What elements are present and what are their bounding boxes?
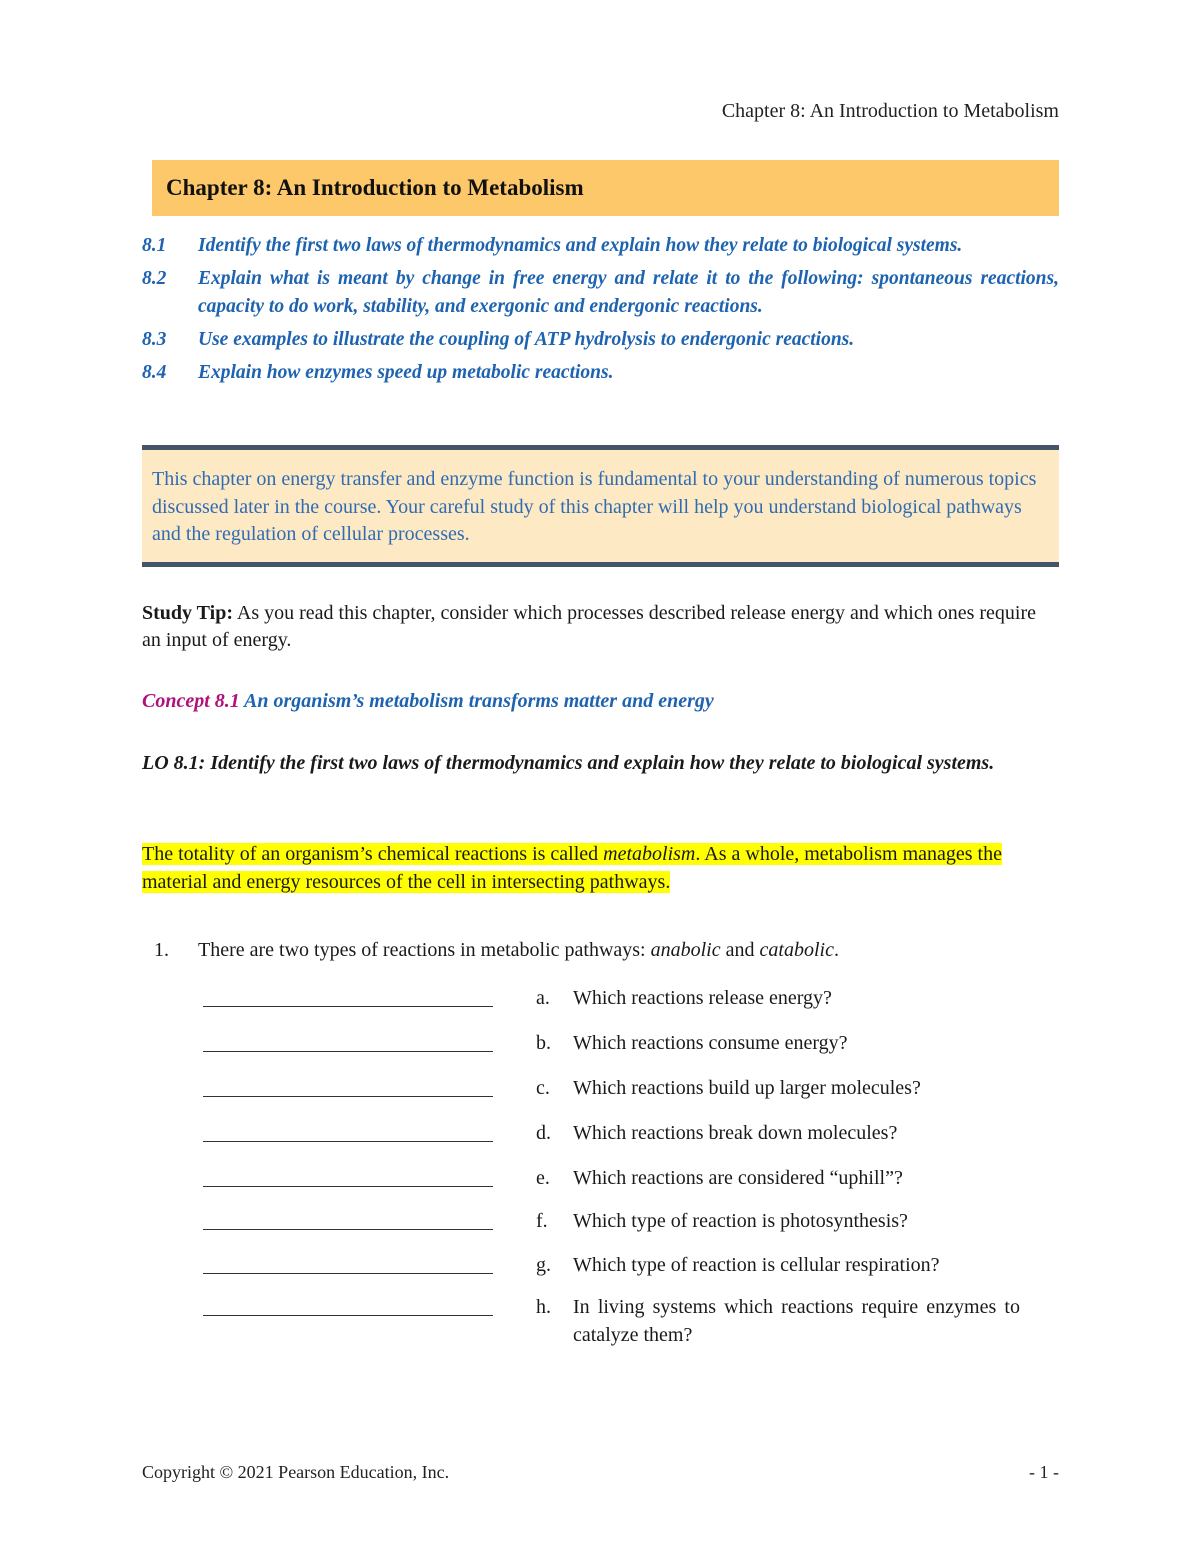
- answer-blank-line[interactable]: [203, 1051, 493, 1052]
- answer-blank-line[interactable]: [203, 1186, 493, 1187]
- footer-page-number: - 1 -: [1029, 1462, 1059, 1482]
- callout-text: This chapter on energy transfer and enzyme function is fundamental to your understanding of numerous topics discussed later in the course. Your careful study of this chapter will help you understand biological pathways and the regulation of cellular processes.: [152, 468, 1037, 545]
- intro-before: The totality of an organism’s chemical reactions is called: [142, 843, 604, 865]
- answer-letter: h.: [536, 1296, 551, 1318]
- running-header: Chapter 8: An Introduction to Metabolism: [721, 100, 1059, 122]
- concept-title: An organism’s metabolism transforms matter and energy: [239, 690, 714, 712]
- objective-text: Use examples to illustrate the coupling of ATP hydrolysis to endergonic reactions.: [198, 329, 855, 350]
- learning-objective: [142, 359, 1059, 387]
- answer-row: [203, 1119, 1023, 1149]
- answer-blank-line[interactable]: [203, 1273, 493, 1274]
- answer-row: [203, 1251, 1023, 1281]
- chapter-banner: [152, 160, 1059, 216]
- study-tip-label: Study Tip:: [142, 602, 233, 624]
- answer-question: Which reactions break down molecules?: [573, 1122, 898, 1144]
- question-term-catabolic: catabolic: [759, 939, 834, 961]
- answer-question: Which reactions are considered “uphill”?: [573, 1167, 903, 1189]
- answer-row: [203, 1207, 1023, 1237]
- intro-paragraph: [142, 840, 1042, 896]
- answer-letter: c.: [536, 1077, 550, 1099]
- answer-question: In living systems which reactions require enzymes to catalyze them?: [573, 1296, 1020, 1346]
- answer-row: [203, 1029, 1023, 1059]
- objective-text: Explain how enzymes speed up metabolic reactions.: [198, 362, 614, 383]
- learning-objective: [142, 326, 1059, 354]
- answer-question: Which type of reaction is cellular respiration?: [573, 1254, 940, 1276]
- answer-blank-line[interactable]: [203, 1229, 493, 1230]
- learning-objective: [142, 265, 1059, 321]
- objective-number: 8.3: [142, 329, 167, 350]
- question-1: [142, 936, 1042, 964]
- answer-row: [203, 1164, 1023, 1194]
- objective-number: 8.1: [142, 235, 167, 256]
- chapter-title: Chapter 8: An Introduction to Metabolism: [166, 175, 584, 200]
- objective-text: Identify the first two laws of thermodynamics and explain how they relate to biological systems.: [198, 235, 963, 256]
- question-term-anabolic: anabolic: [650, 939, 721, 961]
- answer-row: [203, 984, 1023, 1014]
- study-tip-text: As you read this chapter, consider which processes described release energy and which ones require an input of energy.: [142, 602, 1036, 651]
- answer-letter: e.: [536, 1167, 550, 1189]
- question-text-middle: and: [720, 939, 760, 961]
- chapter-callout-box: [142, 445, 1059, 567]
- learning-objective: [142, 232, 1059, 260]
- footer-copyright: Copyright © 2021 Pearson Education, Inc.: [142, 1462, 450, 1482]
- question-text: [198, 936, 839, 964]
- answer-letter: a.: [536, 987, 550, 1009]
- question-text-end: .: [833, 939, 839, 961]
- concept-heading: [142, 690, 714, 713]
- study-tip: [142, 600, 1042, 654]
- objective-number: 8.2: [142, 268, 167, 289]
- answer-question: Which reactions build up larger molecules?: [573, 1077, 921, 1099]
- objective-number: 8.4: [142, 362, 167, 383]
- answer-question: Which reactions consume energy?: [573, 1032, 848, 1054]
- objective-text: Explain what is meant by change in free energy and relate it to the following: spontaneous reactions, capacity to do work, stability, and exergonic and endergonic reactions.: [198, 268, 1059, 317]
- answer-letter: g.: [536, 1254, 551, 1276]
- intro-after: . As a whole, metabolism manages the material and energy resources of the cell in intersecting pathways.: [142, 843, 1002, 893]
- lo-heading: LO 8.1: Identify the first two laws of thermodynamics and explain how they relate to biological systems.: [142, 752, 995, 774]
- question-text-before: There are two types of reactions in metabolic pathways:: [198, 939, 651, 961]
- answer-letter: d.: [536, 1122, 551, 1144]
- answer-blank-line[interactable]: [203, 1096, 493, 1097]
- answer-question: Which reactions release energy?: [573, 987, 832, 1009]
- answer-row: [203, 1293, 1023, 1346]
- intro-term: metabolism: [603, 843, 696, 865]
- concept-tag: Concept 8.1: [142, 690, 240, 712]
- learning-objectives-list: [142, 232, 1059, 392]
- answer-question: Which type of reaction is photosynthesis?: [573, 1210, 908, 1232]
- answer-letter: f.: [536, 1210, 548, 1232]
- answer-blank-line[interactable]: [203, 1006, 493, 1007]
- answer-row: [203, 1074, 1023, 1104]
- question-number: 1.: [154, 939, 169, 961]
- answer-letter: b.: [536, 1032, 551, 1054]
- answer-blank-line[interactable]: [203, 1141, 493, 1142]
- answer-blank-line[interactable]: [203, 1315, 493, 1316]
